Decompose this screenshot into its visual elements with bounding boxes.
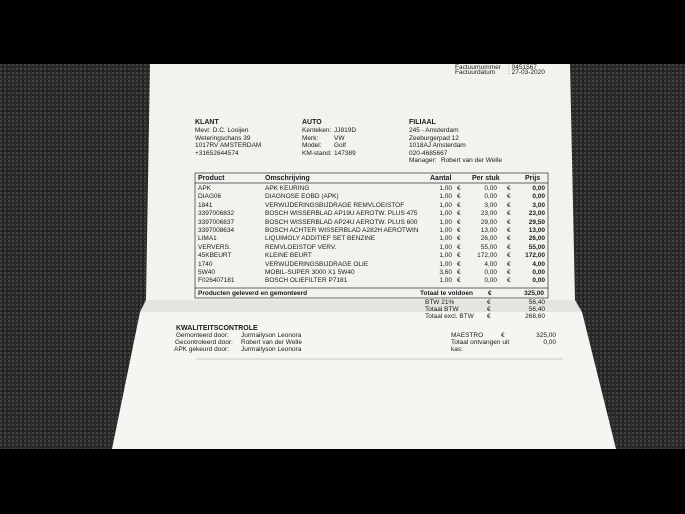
table-cell-unit: 55,00 xyxy=(480,244,497,251)
table-total-label: Totaal te voldoen xyxy=(420,290,473,297)
totals-label: Totaal BTW xyxy=(425,306,459,313)
table-cell-qty: 1,00 xyxy=(439,244,452,251)
invoice-number-label: Factuurnummer xyxy=(455,64,501,71)
table-cell-desc: DIAGNOSE EOBD (APK) xyxy=(265,193,339,200)
table-cell-product: 3397006837 xyxy=(198,219,235,226)
totals-value: 56,40 xyxy=(528,299,545,306)
filiaal-heading: FILIAAL xyxy=(409,119,436,126)
table-cell-product: 3397006832 xyxy=(198,210,235,217)
table-header-omschrijving: Omschrijving xyxy=(265,175,310,182)
table-cell-currency: € xyxy=(507,227,511,234)
table-cell-qty: 1,00 xyxy=(439,210,452,217)
table-cell-currency: € xyxy=(507,244,511,251)
table-cell-currency: € xyxy=(507,277,511,284)
table-cell-price: 0,00 xyxy=(532,185,545,192)
table-cell-currency: € xyxy=(507,235,511,242)
table-cell-qty: 1,00 xyxy=(439,252,452,259)
table-footer-label: Producten geleverd en gemonteerd xyxy=(198,290,308,297)
payment-change-value: 0,00 xyxy=(543,339,556,346)
auto-field-value: Golf xyxy=(334,142,346,149)
invoice-number-value: : 0451567 xyxy=(508,64,537,71)
table-cell-desc: VERWIJDERINGSBIJDRAGE REMVLOEISTOF xyxy=(265,202,405,209)
klant-heading: KLANT xyxy=(195,119,219,126)
table-cell-currency: € xyxy=(507,219,511,226)
kwaliteit-label: APK gekeurd door: xyxy=(174,346,229,353)
table-cell-product: 1841 xyxy=(198,202,213,209)
table-cell-qty: 1,00 xyxy=(439,227,452,234)
filiaal-manager-value: Robert van der Welle xyxy=(441,157,502,164)
table-cell-unit: 172,00 xyxy=(477,252,497,259)
table-cell-currency: € xyxy=(457,261,461,268)
table-row xyxy=(0,210,685,218)
table-cell-product: VERVERS. xyxy=(198,244,231,251)
table-cell-unit: 23,00 xyxy=(480,210,497,217)
auto-field-value: JJ819D xyxy=(334,127,357,134)
table-cell-currency: € xyxy=(507,261,511,268)
table-header-aantal: Aantal xyxy=(430,175,452,182)
table-row xyxy=(0,193,685,201)
table-cell-product: 45KBEURT xyxy=(198,252,232,259)
table-cell-unit: 26,00 xyxy=(480,235,497,242)
table-cell-currency: € xyxy=(457,202,461,209)
kwaliteit-value: Jurmailyson Leonora xyxy=(241,346,302,353)
totals-value: 268,60 xyxy=(525,313,545,320)
table-cell-unit: 0,00 xyxy=(484,277,497,284)
kwaliteit-value: Jurmailyson Leonora xyxy=(241,332,302,339)
totals-currency: € xyxy=(487,306,491,313)
table-cell-unit: 0,00 xyxy=(484,185,497,192)
table-row xyxy=(0,277,685,285)
table-row xyxy=(0,261,685,269)
table-row xyxy=(0,219,685,227)
table-cell-unit: 0,00 xyxy=(484,269,497,276)
auto-field-label: Merk: xyxy=(302,135,319,142)
table-cell-currency: € xyxy=(507,185,511,192)
table-cell-currency: € xyxy=(457,244,461,251)
kwaliteit-label: Gecontroleerd door: xyxy=(175,339,233,346)
table-cell-price: 23,00 xyxy=(528,210,545,217)
filiaal-manager-label: Manager: xyxy=(409,157,437,164)
table-cell-qty: 1,00 xyxy=(439,261,452,268)
filiaal-line: 020-4685667 xyxy=(409,150,448,157)
table-cell-product: F026407181 xyxy=(198,277,235,284)
table-cell-currency: € xyxy=(507,252,511,259)
table-cell-price: 0,00 xyxy=(532,269,545,276)
table-cell-currency: € xyxy=(507,202,511,209)
table-cell-desc: REMVLOEISTOF VERV. xyxy=(265,244,337,251)
table-header-product: Product xyxy=(198,175,225,182)
table-cell-unit: 4,00 xyxy=(484,261,497,268)
table-total-value: 325,00 xyxy=(524,290,544,297)
table-row xyxy=(0,269,685,277)
table-cell-product: 5W40 xyxy=(198,269,215,276)
table-row xyxy=(0,235,685,243)
table-cell-desc: BOSCH WISSERBLAD AP24U AEROTW. PLUS 600 xyxy=(265,219,418,226)
table-cell-qty: 1,00 xyxy=(439,193,452,200)
table-header-prijs: Prijs xyxy=(525,175,541,182)
table-cell-desc: MOBIL-SUPER 3000 X1 5W40 xyxy=(265,269,355,276)
invoice-date-label: Factuurdatum xyxy=(455,69,496,76)
table-cell-price: 172,00 xyxy=(525,252,545,259)
table-cell-desc: BOSCH ACHTER WISSERBLAD A282H AEROTWIN xyxy=(265,227,419,234)
table-cell-qty: 1,00 xyxy=(439,219,452,226)
table-cell-price: 3,00 xyxy=(532,202,545,209)
kwaliteit-label: Gemonteerd door: xyxy=(176,332,229,339)
table-cell-currency: € xyxy=(457,269,461,276)
table-cell-price: 55,00 xyxy=(528,244,545,251)
table-cell-price: 29,50 xyxy=(528,219,545,226)
table-cell-qty: 1,00 xyxy=(439,235,452,242)
kwaliteit-value: Robert van der Welle xyxy=(241,339,302,346)
klant-line: Mevr. D.C. Looijen xyxy=(195,127,249,134)
table-cell-currency: € xyxy=(457,252,461,259)
payment-change-label: Totaal ontvangen uit xyxy=(451,339,510,346)
table-cell-product: DIAG06 xyxy=(198,193,222,200)
klant-line: 1017RV AMSTERDAM xyxy=(195,142,262,149)
table-cell-desc: VERWIJDERINGSBIJDRAGE OLIE xyxy=(265,261,369,268)
table-cell-desc: APK KEURING xyxy=(265,185,310,192)
table-cell-currency: € xyxy=(507,269,511,276)
auto-field-value: 147389 xyxy=(334,150,356,157)
table-total-currency: € xyxy=(488,290,492,297)
table-cell-product: 3397008634 xyxy=(198,227,235,234)
table-cell-desc: KLEINE BEURT xyxy=(265,252,312,259)
totals-currency: € xyxy=(487,313,491,320)
table-cell-qty: 3,60 xyxy=(439,269,452,276)
table-row xyxy=(0,252,685,260)
table-cell-desc: BOSCH WISSERBLAD AP19U AEROTW. PLUS 475 xyxy=(265,210,418,217)
auto-field-label: KM-stand: xyxy=(302,150,332,157)
table-cell-unit: 3,00 xyxy=(484,202,497,209)
table-cell-currency: € xyxy=(507,210,511,217)
table-cell-currency: € xyxy=(457,219,461,226)
table-row xyxy=(0,244,685,252)
table-cell-unit: 29,00 xyxy=(480,219,497,226)
table-cell-currency: € xyxy=(457,277,461,284)
filiaal-line: 1018AJ Amsterdam xyxy=(409,142,466,149)
auto-field-value: VW xyxy=(334,135,345,142)
totals-label: Totaal excl. BTW xyxy=(425,313,474,320)
payment-method-value: 325,00 xyxy=(536,332,556,339)
table-cell-currency: € xyxy=(457,235,461,242)
table-cell-currency: € xyxy=(457,185,461,192)
table-cell-desc: LIQUIMOLY ADDITIEF SET BENZINE xyxy=(265,235,376,242)
table-row xyxy=(0,185,685,193)
filiaal-line: Zeeburgerpad 12 xyxy=(409,135,459,142)
table-cell-price: 26,00 xyxy=(528,235,545,242)
table-row xyxy=(0,227,685,235)
table-header-per-stuk: Per stuk xyxy=(472,175,500,182)
auto-field-label: Kenteken: xyxy=(302,127,332,134)
table-cell-price: 0,00 xyxy=(532,193,545,200)
payment-change-label: kas: xyxy=(451,346,463,353)
table-cell-qty: 1,00 xyxy=(439,185,452,192)
payment-currency: € xyxy=(501,332,505,339)
table-cell-currency: € xyxy=(507,193,511,200)
table-cell-currency: € xyxy=(457,227,461,234)
table-cell-unit: 13,00 xyxy=(480,227,497,234)
table-cell-product: 1740 xyxy=(198,261,213,268)
table-cell-currency: € xyxy=(457,193,461,200)
table-cell-price: 13,00 xyxy=(528,227,545,234)
table-cell-qty: 1,00 xyxy=(439,202,452,209)
kwaliteit-heading: KWALITEITSCONTROLE xyxy=(176,325,258,332)
table-cell-price: 4,00 xyxy=(532,261,545,268)
totals-value: 56,40 xyxy=(528,306,545,313)
payment-method-label: MAESTRO xyxy=(451,332,484,339)
table-cell-price: 0,00 xyxy=(532,277,545,284)
table-cell-desc: BOSCH OLIEFILTER P7181 xyxy=(265,277,348,284)
auto-heading: AUTO xyxy=(302,119,322,126)
table-cell-currency: € xyxy=(457,210,461,217)
auto-field-label: Model: xyxy=(302,142,322,149)
table-cell-qty: 1,00 xyxy=(439,277,452,284)
totals-label: BTW 21% xyxy=(425,299,455,306)
totals-currency: € xyxy=(487,299,491,306)
filiaal-line: 245 - Amsterdam xyxy=(409,127,459,134)
table-cell-unit: 0,00 xyxy=(484,193,497,200)
klant-line: Weteringschans 39 xyxy=(195,135,251,142)
table-cell-product: APK xyxy=(198,185,212,192)
invoice-date-value: : 27-03-2020 xyxy=(508,69,545,76)
table-row xyxy=(0,202,685,210)
klant-line: +31652644574 xyxy=(195,150,239,157)
table-cell-product: LIMA1 xyxy=(198,235,217,242)
